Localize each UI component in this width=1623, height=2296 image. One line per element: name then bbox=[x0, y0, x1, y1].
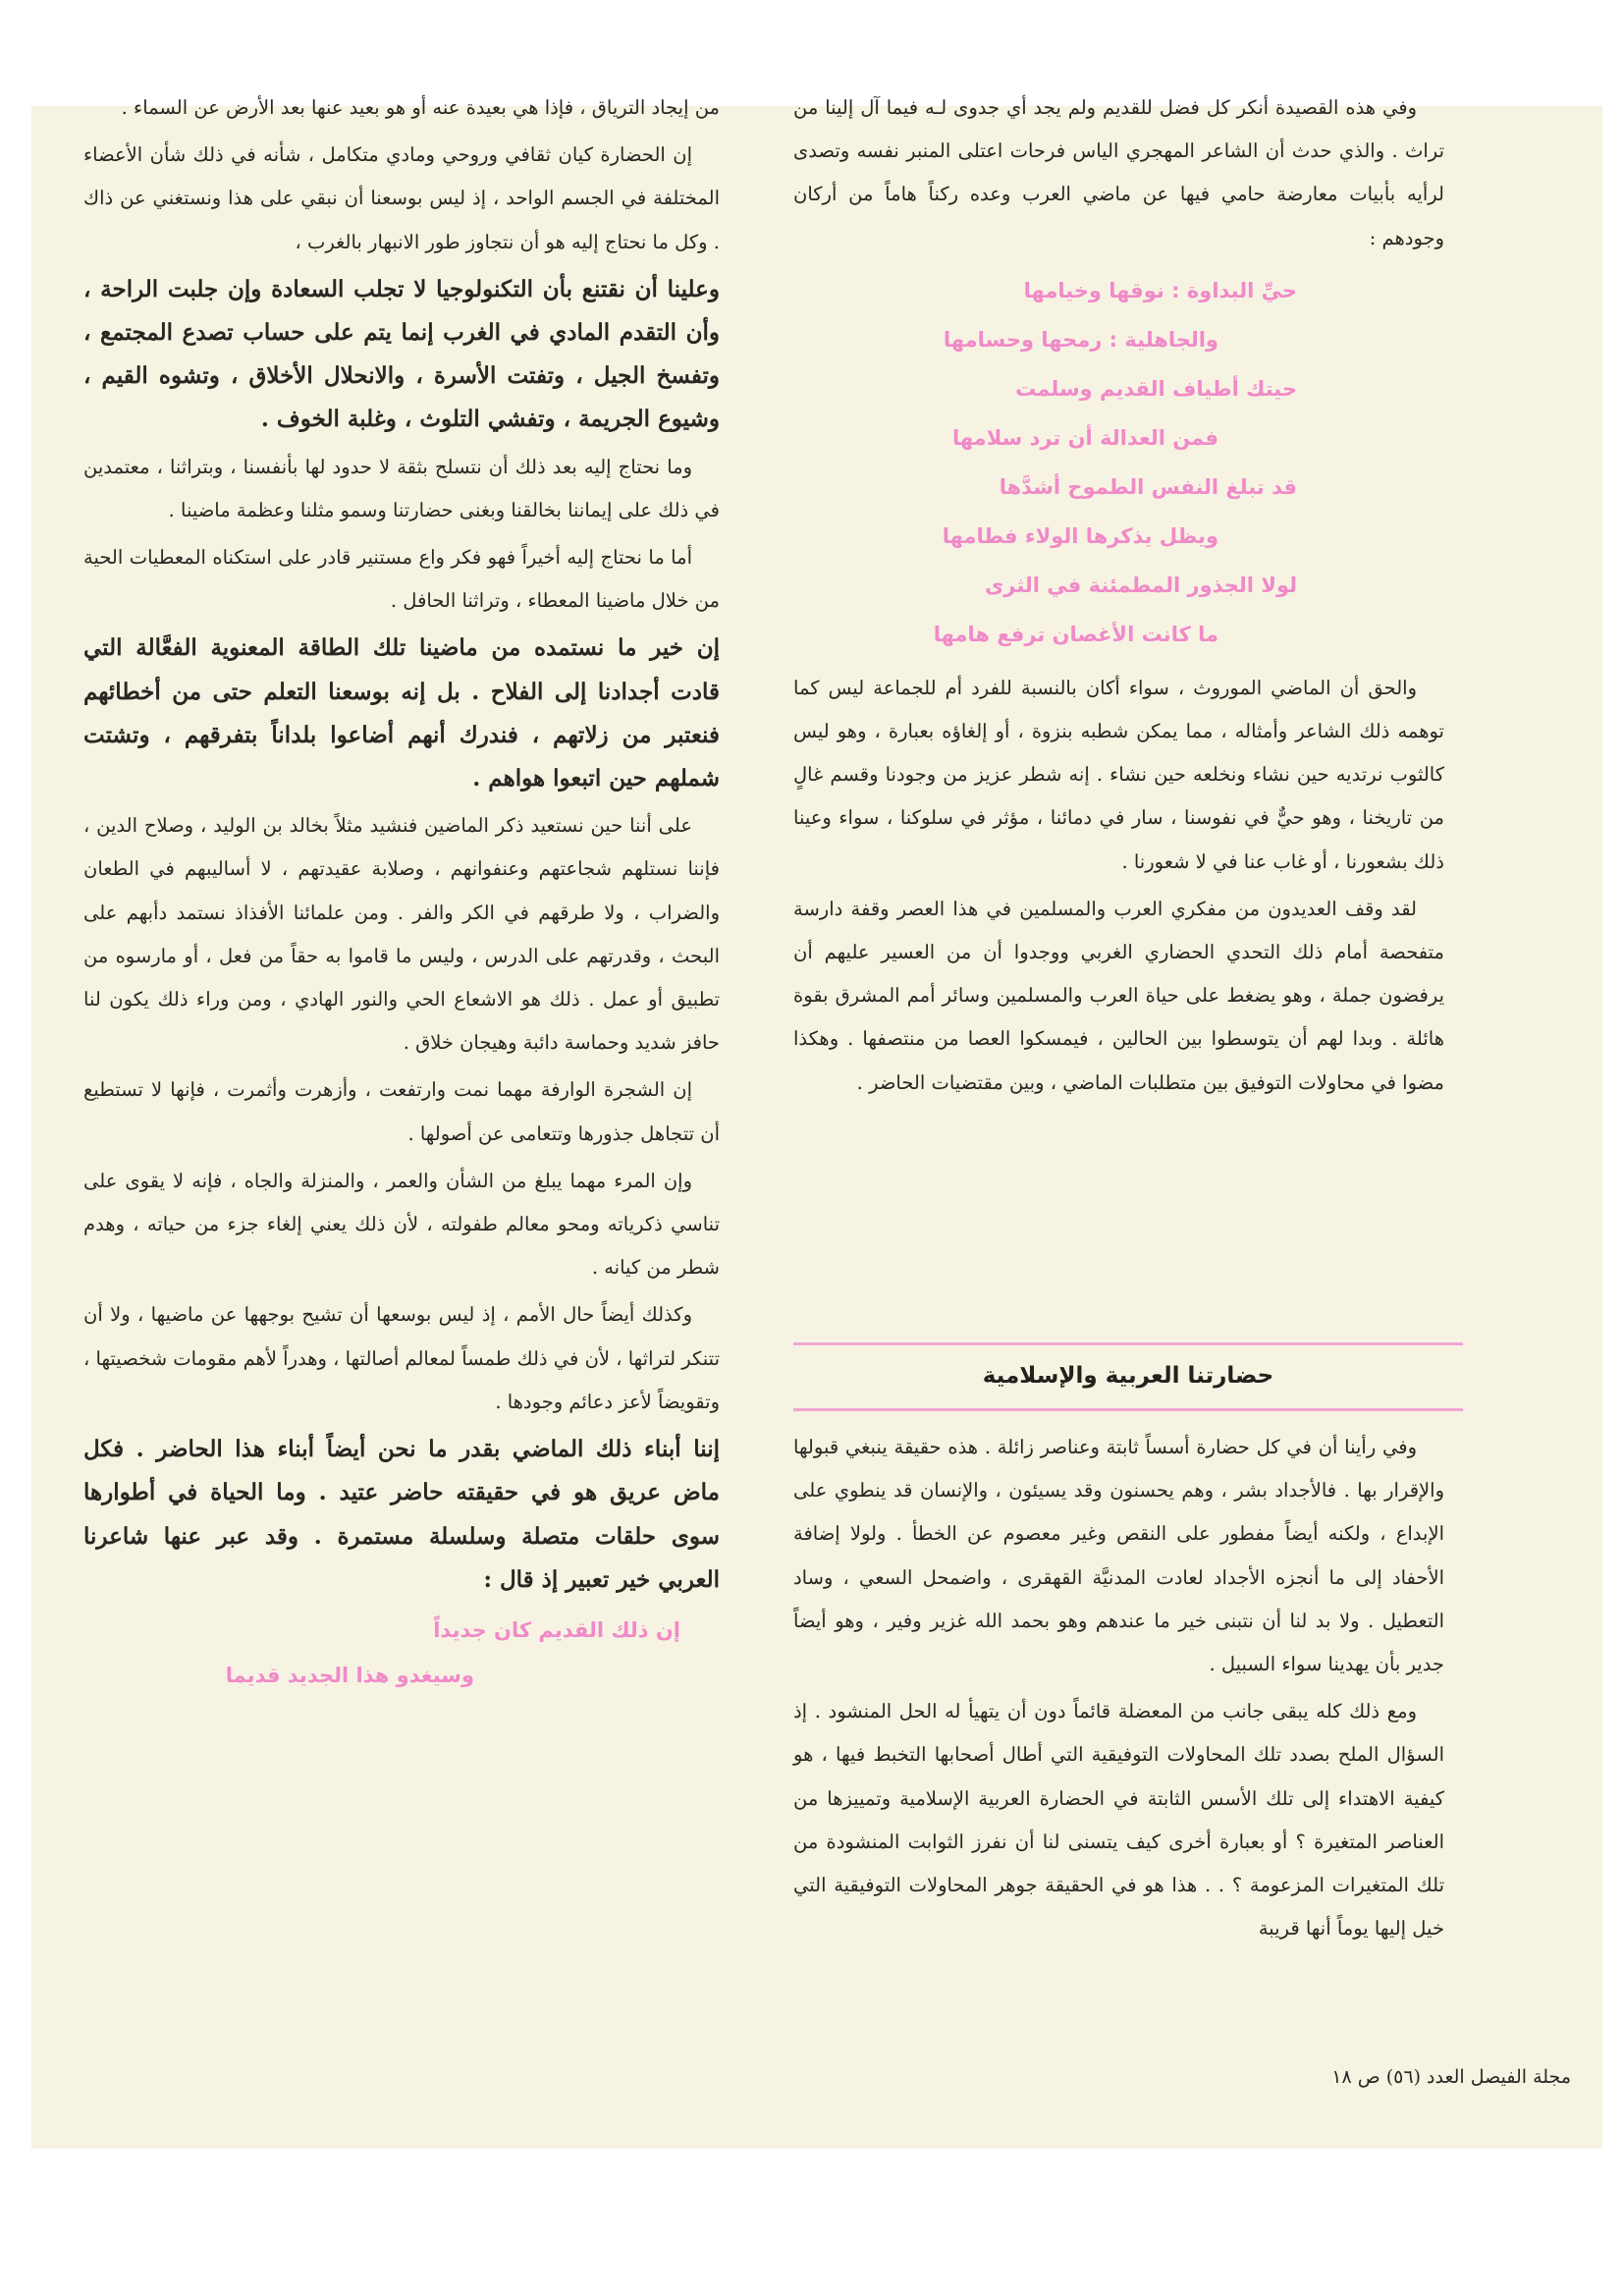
body-paragraph: وكذلك أيضاً حال الأمم ، إذ ليس بوسعها أن تشيح بوجهها عن ماضيها ، ولا أن تتنكر لتراثها ، لأن في ذلك طمساً لمعالم أصالتها ، وهدراً لأهم مقومات شخصيتها ، وتقويضاً لأعز دعائم وجودها . bbox=[83, 1303, 720, 1413]
intro-paragraph: وفي هذه القصيدة أنكر كل فضل للقديم ولم يجد أي جدوى لـه فيما آل إلينا من تراث . والذي حدث أن الشاعر المهجري الياس فرحات اعتلى المنبر نفسه وتصدى لرأيه بأبيات معارضة حامي فيها عن ماضي العرب وعده ركناً هاماً من أركان وجودهم : bbox=[793, 96, 1444, 249]
body-paragraph: لقد وقف العديدون من مفكري العرب والمسلمين في هذا العصر وقفة دارسة متفحصة أمام ذلك التحدي الحضاري الغربي ووجدوا أن من العسير عليهم أن يرفضون جملة ، وهو يضغط على حياة العرب والمسلمين وسائر أمم المشرق بقوة هائلة . وبدا لهم أن يتوسطوا بين الحالين ، فيمسكوا العصا من منتصفها . وهكذا مضوا في محاولات التوفيق بين متطلبات الماضي ، وبين مقتضيات الحاضر . bbox=[793, 897, 1444, 1094]
left-column bbox=[83, 86, 720, 1706]
section-divider bbox=[793, 1408, 1463, 1411]
verse-line: وسيغدو هذا الجديد قديما bbox=[225, 1663, 474, 1687]
body-paragraph: ومع ذلك كله يبقى جانب من المعضلة قائماً دون أن يتهيأ له الحل المنشود . إذ السؤال الملح بصدد تلك المحاولات التوفيقية التي أطال أصحابها التخبط فيها ، هو كيفية الاهتداء إلى تلك الأسس الثابتة في الحضارة العربية الإسلامية وتمييزها من العناصر المتغيرة ؟ أو بعبارة أخرى كيف يتسنى لنا أن نفرز الثوابت المنشودة من تلك المتغيرات المزعومة ؟ . . هذا هو في الحقيقة جوهر المحاولات التوفيقية التي خيل إليها يوماً أنها قريبة bbox=[793, 1700, 1444, 1941]
verse-line: فمن العدالة أن ترد سلامها bbox=[951, 425, 1218, 450]
body-paragraph: على أننا حين نستعيد ذكر الماضين فنشيد مثلاً بخالد بن الوليد ، وصلاح الدين ، فإننا نستلهم شجاعتهم وعنفوانهم ، وصلابة عقيدتهم ، لا أساليبهم في الطعان والضراب ، ولا طرقهم في الكر والفر . ومن علمائنا الأفذاذ نستمد دأبهم على البحث ، وقدرتهم على الدرس ، وليس ما قاموا به حقاً من فعل ، أو مارسوه من تطبيق أو عمل . ذلك هو الاشعاع الحي والنور الهادي ، ومن وراء ذلك يكون لنا حافز شديد وحماسة دائبة وهيجان خلاق . bbox=[83, 814, 720, 1055]
body-paragraph: أما ما نحتاج إليه أخيراً فهو فكر واع مستنير قادر على استكناه المعطيات الحية من خلال ماضينا المعطاء ، وتراثنا الحافل . bbox=[83, 546, 720, 613]
emphasis-paragraph: إن خير ما نستمده من ماضينا تلك الطاقة المعنوية الفعَّالة التي قادت أجدادنا إلى الفلاح . بل إنه بوسعنا التعلم حتى من أخطائهم فنعتبر من زلاتهم ، فندرك أنهم أضاعوا بلداناً بتفرقهم ، وتشتت شملهم حين اتبعوا هواهم . bbox=[83, 634, 720, 793]
body-paragraph: والحق أن الماضي الموروث ، سواء أكان بالنسبة للفرد أم للجماعة ليس كما توهمه ذلك الشاعر وأمثاله ، مما يمكن شطبه بنزوة ، أو إلغاؤه بعبارة ، وهو ليس كالثوب نرتديه حين نشاء ونخلعه حين نشاء . إنه شطر عزيز من وجودنا وقسم غالٍ من تاريخنا ، وهو حيٌّ في نفوسنا ، سار في دمائنا ، مؤثر في سلوكنا ، سواء وعينا ذلك بشعورنا ، أو غاب عنا في لا شعورنا . bbox=[793, 676, 1444, 873]
body-paragraph: وفي رأينا أن في كل حضارة أسساً ثابتة وعناصر زائلة . هذه حقيقة ينبغي قبولها والإقرار بها . فالأجداد بشر ، وهم يحسنون وقد يسيئون ، والإنسان قد ينطوي على الإبداع ، ولكنه أيضاً مفطور على النقص وغير معصوم عن الخطأ . ولولا إضافة الأحفاد إلى ما أنجزه الأجداد لعادت المدنيَّة القهقرى ، واضمحل السعي ، وساد التعطيل . ولا بد لنا أن نتبنى خير ما عندهم وهو بحمد الله غزير وفير ، وهو أيضاً جدير بأن يهدينا سواء السبيل . bbox=[793, 1436, 1444, 1676]
verse-line: إن ذلك القديم كان جديداً bbox=[433, 1617, 680, 1642]
right-column bbox=[793, 86, 1444, 1105]
farhat-poem bbox=[793, 266, 1444, 659]
emphasis-paragraph: وعلينا أن نقتنع بأن التكنولوجيا لا تجلب السعادة وإن جلبت الراحة ، وأن التقدم المادي في الغرب إنما يتم على حساب تصدع المجتمع ، وتفسخ الجيل ، وتفتت الأسرة ، والانحلال الأخلاق ، وتشوه القيم ، وشيوع الجريمة ، وتفشي التلوث ، وغلبة الخوف . bbox=[83, 275, 720, 433]
verse-line: حيِّ البداوة : نوقها وخيامها bbox=[1023, 278, 1297, 302]
verse-line: والجاهلية : رمحها وحسامها bbox=[943, 327, 1218, 352]
verse-line: ما كانت الأغصان ترفع هامها bbox=[933, 622, 1218, 646]
body-paragraph: إن الحضارة كيان ثقافي وروحي ومادي متكامل ، شأنه في ذلك شأن الأعضاء المختلفة في الجسم الواحد ، إذ ليس بوسعنا أن نبقي على هذا ونستغني عن ذاك . وكل ما نحتاج إليه هو أن نتجاوز طور الانبهار بالغرب ، bbox=[83, 143, 720, 253]
body-paragraph: إن الشجرة الوارفة مهما نمت وارتفعت ، وأزهرت وأثمرت ، فإنها لا تستطيع أن تتجاهل جذورها وتتعامى عن أصولها . bbox=[83, 1078, 720, 1145]
left-paragraphs bbox=[83, 86, 720, 1602]
right-column-section bbox=[793, 1426, 1444, 1950]
closing-poem bbox=[83, 1608, 720, 1698]
page-footer: مجلة الفيصل العدد (٥٦) ص ١٨ bbox=[1331, 2066, 1571, 2088]
verse-line: قد تبلغ النفس الطموح أشدَّها bbox=[999, 474, 1297, 499]
body-paragraph: وإن المرء مهما يبلغ من الشأن والعمر ، والمنزلة والجاه ، فإنه لا يقوى على تناسي ذكرياته ومحو معالم طفولته ، لأن ذلك يعني إلغاء جزء من حياته ، وهدم شطر من كيانه . bbox=[83, 1169, 720, 1280]
verse-line: ويظل يذكرها الولاء فطامها bbox=[942, 523, 1218, 548]
body-paragraph: من إيجاد الترياق ، فإذا هي بعيدة عنه أو هو بعيد عنها بعد الأرض عن السماء . bbox=[121, 96, 720, 119]
verse-line: حيتك أطياف القديم وسلمت bbox=[1015, 376, 1297, 401]
verse-line: لولا الجذور المطمئنة في الثرى bbox=[985, 573, 1297, 597]
emphasis-paragraph: إننا أبناء ذلك الماضي بقدر ما نحن أيضاً أبناء هذا الحاضر . فكل ماض عريق هو في حقيقته حاضر عتيد . وما الحياة في أطوارها سوى حلقات متصلة وسلسلة مستمرة . وقد عبر عنها شاعرنا العربي خير تعبير إذ قال : bbox=[83, 1436, 720, 1593]
section-heading: حضارتنا العربية والإسلامية bbox=[982, 1363, 1274, 1389]
body-paragraph: وما نحتاج إليه بعد ذلك أن نتسلح بثقة لا حدود لها بأنفسنا ، وبتراثنا ، معتمدين في ذلك على إيماننا بخالقنا وبغنى حضارتنا وسمو مثلنا وعظمة ماضينا . bbox=[83, 455, 720, 521]
